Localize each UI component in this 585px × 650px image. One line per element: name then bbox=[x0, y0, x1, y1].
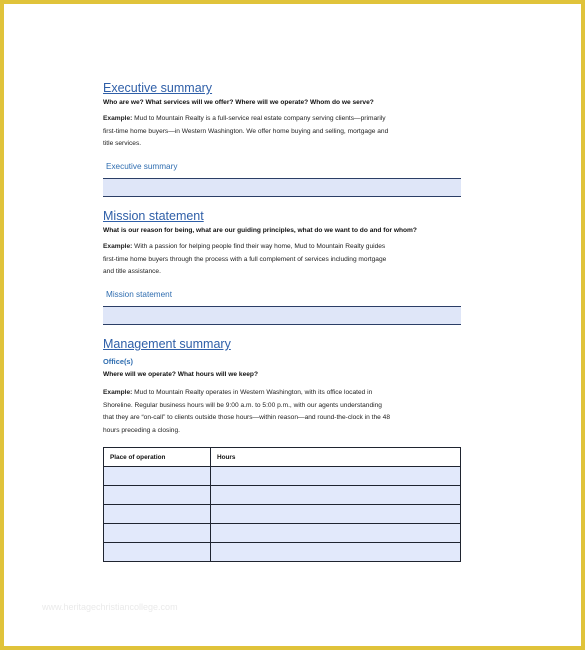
table-row bbox=[104, 543, 461, 562]
management-summary-heading: Management summary bbox=[103, 337, 231, 351]
column-header-place: Place of operation bbox=[104, 448, 211, 467]
example-line: Shoreline. Regular business hours will be 9:00 a.m. to 5:00 p.m., with our agents understanding bbox=[103, 401, 382, 409]
hours-cell[interactable] bbox=[211, 543, 461, 562]
management-summary-question: Where will we operate? What hours will we keep? bbox=[103, 371, 258, 378]
example-line: and title assistance. bbox=[103, 268, 161, 276]
table-row bbox=[104, 486, 461, 505]
document-page bbox=[4, 4, 581, 646]
example-line: first-time home buyers through the process with a full complement of services including mortgage bbox=[103, 255, 387, 263]
executive-summary-question: Who are we? What services will we offer? Where will we operate? Whom do we serve? bbox=[103, 99, 374, 106]
table-row bbox=[104, 467, 461, 486]
watermark-text: www.heritagechristiancollege.com bbox=[42, 602, 178, 612]
table-row bbox=[104, 524, 461, 543]
example-line: title services. bbox=[103, 140, 142, 148]
mission-statement-heading: Mission statement bbox=[103, 209, 204, 223]
column-header-hours: Hours bbox=[211, 448, 461, 467]
mission-statement-field-label: Mission statement bbox=[106, 290, 172, 299]
place-cell[interactable] bbox=[104, 467, 211, 486]
example-label: Example: bbox=[103, 115, 133, 122]
table-row bbox=[104, 505, 461, 524]
executive-summary-input-field[interactable] bbox=[103, 178, 461, 197]
hours-cell[interactable] bbox=[211, 486, 461, 505]
office-hours-table bbox=[103, 447, 461, 562]
example-line: Mud to Mountain Realty is a full-service real estate company serving clients—primarily bbox=[132, 115, 386, 122]
executive-summary-heading: Executive summary bbox=[103, 81, 213, 95]
hours-cell[interactable] bbox=[211, 505, 461, 524]
example-label: Example: bbox=[103, 389, 133, 396]
place-cell[interactable] bbox=[104, 505, 211, 524]
example-line: that they are “on-call” to clients outside those hours—within reason—and round-the-clock in the 48 bbox=[103, 414, 390, 422]
hours-cell[interactable] bbox=[211, 467, 461, 486]
example-line: With a passion for helping people find their way home, Mud to Mountain Realty guides bbox=[132, 243, 386, 250]
executive-summary-field-label: Executive summary bbox=[106, 162, 178, 171]
hours-cell[interactable] bbox=[211, 524, 461, 543]
management-summary-example bbox=[103, 387, 463, 437]
executive-summary-example bbox=[103, 113, 463, 151]
place-cell[interactable] bbox=[104, 543, 211, 562]
mission-statement-input-field[interactable] bbox=[103, 306, 461, 325]
mission-statement-example bbox=[103, 241, 463, 279]
place-cell[interactable] bbox=[104, 486, 211, 505]
table-header-row bbox=[104, 448, 461, 467]
mission-statement-question: What is our reason for being, what are our guiding principles, what do we want to do and for whom? bbox=[103, 227, 417, 234]
example-line: hours preceding a closing. bbox=[103, 426, 180, 434]
example-label: Example: bbox=[103, 243, 133, 250]
example-line: Mud to Mountain Realty operates in Western Washington, with its office located in bbox=[132, 389, 373, 396]
place-cell[interactable] bbox=[104, 524, 211, 543]
example-line: first-time home buyers—in Western Washington. We offer home buying and selling, mortgage and bbox=[103, 127, 389, 135]
offices-subheading: Office(s) bbox=[103, 357, 133, 366]
